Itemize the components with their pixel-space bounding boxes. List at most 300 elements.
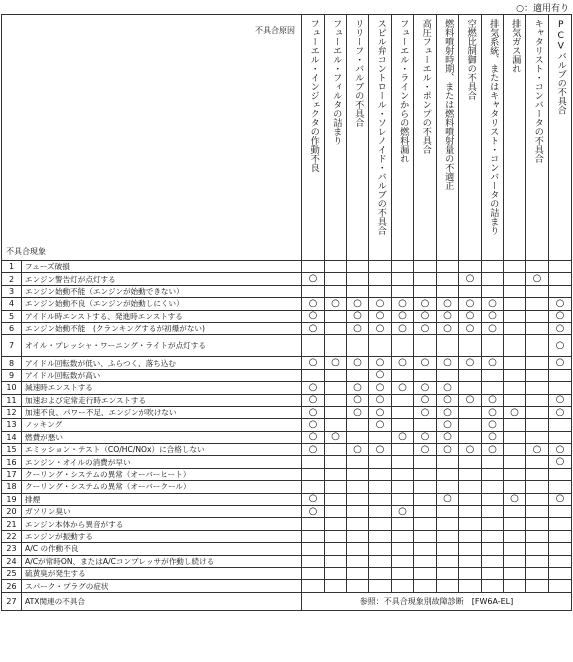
matrix-cell — [549, 530, 572, 542]
applicable-mark: ○ — [414, 310, 437, 322]
cause-label: 排気系統、またはキャタリスト・コンバータの詰まり — [487, 19, 499, 235]
row-number: 9 — [2, 369, 22, 381]
row-number: 26 — [2, 580, 22, 592]
matrix-cell — [392, 468, 414, 480]
matrix-cell — [459, 431, 482, 443]
matrix-cell — [347, 567, 369, 579]
matrix-cell — [549, 567, 572, 579]
matrix-cell — [302, 369, 325, 381]
matrix-cell — [504, 261, 526, 273]
matrix-cell — [392, 261, 414, 273]
table-row — [2, 567, 572, 579]
cause-label: 空燃比制御の不具合 — [465, 19, 477, 100]
cause-label: PCVバルブの不具合 — [555, 19, 567, 115]
matrix-cell — [526, 310, 549, 322]
matrix-cell — [347, 518, 369, 530]
matrix-cell — [482, 518, 504, 530]
applicable-mark: ○ — [347, 298, 369, 310]
matrix-cell — [414, 285, 437, 297]
applicable-mark: ○ — [549, 322, 572, 334]
matrix-cell — [414, 456, 437, 468]
matrix-cell — [414, 335, 437, 357]
table-row — [2, 335, 572, 357]
matrix-cell — [392, 406, 414, 418]
matrix-cell — [414, 369, 437, 381]
applicable-mark: ○ — [302, 506, 325, 518]
matrix-cell — [302, 285, 325, 297]
row-number: 15 — [2, 444, 22, 456]
matrix-cell — [549, 419, 572, 431]
cause-header-12 — [549, 15, 572, 261]
applicable-mark: ○ — [549, 357, 572, 369]
matrix-cell — [347, 555, 369, 567]
matrix-cell — [459, 261, 482, 273]
applicable-mark: ○ — [369, 310, 392, 322]
applicable-mark: ○ — [437, 357, 459, 369]
applicable-mark: ○ — [369, 369, 392, 381]
cause-header-10 — [504, 15, 526, 261]
applicable-mark: ○ — [504, 406, 526, 418]
table-row — [2, 456, 572, 468]
applicable-mark: ○ — [369, 357, 392, 369]
applicable-mark: ○ — [459, 357, 482, 369]
applicable-mark: ○ — [369, 322, 392, 334]
row-number: 2 — [2, 273, 22, 285]
matrix-cell — [437, 518, 459, 530]
applicable-mark: ○ — [437, 493, 459, 505]
row-number: 12 — [2, 406, 22, 418]
matrix-cell — [504, 273, 526, 285]
applicable-mark: ○ — [549, 298, 572, 310]
matrix-cell — [325, 518, 347, 530]
applicable-mark: ○ — [526, 444, 549, 456]
applicable-mark: ○ — [414, 298, 437, 310]
matrix-cell — [526, 322, 549, 334]
table-row — [2, 382, 572, 394]
cause-label: 燃料噴射時期、または燃料噴射量の不適正 — [442, 19, 454, 190]
matrix-cell — [526, 493, 549, 505]
symptom-cell: A/C の作動不良 — [22, 543, 302, 555]
cause-header-1 — [302, 15, 325, 261]
symptom-cell: エンジン始動不能 (クランキングするが初爆がない) — [22, 322, 302, 334]
applicable-mark: ○ — [437, 322, 459, 334]
matrix-cell — [414, 468, 437, 480]
table-row — [2, 506, 572, 518]
applicable-mark: ○ — [302, 298, 325, 310]
symptom-cell: アイドル時エンストする、発進時エンストする — [22, 310, 302, 322]
matrix-cell — [504, 567, 526, 579]
matrix-cell — [482, 382, 504, 394]
header-corner — [2, 15, 302, 261]
matrix-cell — [526, 335, 549, 357]
matrix-cell — [347, 580, 369, 592]
matrix-cell — [369, 261, 392, 273]
matrix-cell — [482, 481, 504, 493]
cause-header-6 — [414, 15, 437, 261]
table-row — [2, 394, 572, 406]
matrix-cell — [504, 580, 526, 592]
matrix-cell — [347, 506, 369, 518]
matrix-cell — [369, 431, 392, 443]
matrix-cell — [369, 493, 392, 505]
matrix-cell — [482, 580, 504, 592]
matrix-cell — [549, 273, 572, 285]
matrix-cell — [459, 580, 482, 592]
applicable-mark: ○ — [347, 310, 369, 322]
matrix-cell — [482, 567, 504, 579]
matrix-cell — [437, 261, 459, 273]
applicable-mark: ○ — [437, 419, 459, 431]
matrix-cell — [437, 468, 459, 480]
matrix-cell — [459, 419, 482, 431]
applicable-mark: ○ — [504, 493, 526, 505]
applicable-mark: ○ — [369, 298, 392, 310]
matrix-cell — [526, 456, 549, 468]
matrix-cell — [392, 481, 414, 493]
matrix-cell — [504, 310, 526, 322]
matrix-cell — [549, 382, 572, 394]
cause-label: 排気ガス漏れ — [509, 19, 521, 73]
matrix-cell — [526, 543, 549, 555]
matrix-cell — [392, 543, 414, 555]
matrix-cell — [414, 580, 437, 592]
applicable-mark: ○ — [369, 394, 392, 406]
applicable-mark: ○ — [302, 419, 325, 431]
table-row — [2, 592, 572, 610]
applicable-mark: ○ — [369, 444, 392, 456]
matrix-cell — [459, 285, 482, 297]
applicable-mark: ○ — [302, 382, 325, 394]
row-number: 13 — [2, 419, 22, 431]
applicable-mark: ○ — [347, 444, 369, 456]
matrix-cell — [437, 481, 459, 493]
matrix-cell — [437, 506, 459, 518]
symptom-cell: エンジン本体から異音がする — [22, 518, 302, 530]
matrix-cell — [549, 261, 572, 273]
matrix-cell — [414, 493, 437, 505]
applicable-mark: ○ — [325, 357, 347, 369]
matrix-cell — [504, 335, 526, 357]
row-number: 1 — [2, 261, 22, 273]
applicable-mark: ○ — [392, 310, 414, 322]
cause-label: キャタリスト・コンバータの不具合 — [532, 19, 544, 163]
matrix-cell — [325, 567, 347, 579]
matrix-cell — [392, 285, 414, 297]
matrix-cell — [482, 493, 504, 505]
table-row — [2, 468, 572, 480]
applicable-mark: ○ — [459, 273, 482, 285]
matrix-cell — [414, 273, 437, 285]
matrix-cell — [369, 518, 392, 530]
row-number: 17 — [2, 468, 22, 480]
applicable-mark: ○ — [437, 444, 459, 456]
table-row — [2, 555, 572, 567]
applicable-mark: ○ — [414, 406, 437, 418]
row-number: 8 — [2, 357, 22, 369]
cause-header-11 — [526, 15, 549, 261]
row-number: 5 — [2, 310, 22, 322]
symptom-cell: エンジン始動不良（エンジンが始動しにくい） — [22, 298, 302, 310]
matrix-cell — [459, 468, 482, 480]
matrix-cell — [504, 444, 526, 456]
applicable-mark: ○ — [437, 431, 459, 443]
matrix-cell — [325, 493, 347, 505]
applicable-mark: ○ — [302, 310, 325, 322]
matrix-cell — [392, 567, 414, 579]
matrix-cell — [526, 357, 549, 369]
matrix-cell — [302, 481, 325, 493]
matrix-cell — [549, 543, 572, 555]
matrix-cell — [482, 273, 504, 285]
applicable-mark: ○ — [392, 431, 414, 443]
matrix-cell — [504, 322, 526, 334]
applicable-mark: ○ — [392, 382, 414, 394]
matrix-cell — [526, 261, 549, 273]
matrix-cell — [325, 382, 347, 394]
matrix-cell — [482, 555, 504, 567]
matrix-cell — [325, 530, 347, 542]
matrix-cell — [459, 456, 482, 468]
applicable-mark: ○ — [482, 394, 504, 406]
cause-header-3 — [347, 15, 369, 261]
legend: ○：適用有り — [516, 4, 569, 14]
matrix-cell — [347, 468, 369, 480]
matrix-cell — [437, 369, 459, 381]
applicable-mark: ○ — [414, 394, 437, 406]
applicable-mark: ○ — [347, 406, 369, 418]
applicable-mark: ○ — [482, 431, 504, 443]
cause-header-2 — [325, 15, 347, 261]
symptom-cell: エンジンが振動する — [22, 530, 302, 542]
matrix-cell — [325, 406, 347, 418]
matrix-cell — [325, 419, 347, 431]
matrix-cell — [482, 456, 504, 468]
row-number: 16 — [2, 456, 22, 468]
cause-header-4 — [369, 15, 392, 261]
row-number: 7 — [2, 335, 22, 357]
table-row — [2, 431, 572, 443]
table-row — [2, 518, 572, 530]
matrix-cell — [526, 431, 549, 443]
matrix-cell — [347, 419, 369, 431]
applicable-mark: ○ — [437, 298, 459, 310]
matrix-cell — [392, 444, 414, 456]
symptom-cell: フューズ破損 — [22, 261, 302, 273]
symptom-cell: A/Cが常時ON、またはA/Cコンプレッサが作動し続ける — [22, 555, 302, 567]
matrix-cell — [526, 518, 549, 530]
matrix-cell — [392, 335, 414, 357]
cause-label: フューエル・インジェクタの作動不良 — [308, 19, 320, 172]
row-number: 10 — [2, 382, 22, 394]
applicable-mark: ○ — [482, 322, 504, 334]
matrix-cell — [549, 580, 572, 592]
matrix-cell — [392, 530, 414, 542]
matrix-cell — [459, 506, 482, 518]
applicable-mark: ○ — [414, 357, 437, 369]
matrix-cell — [302, 530, 325, 542]
matrix-cell — [392, 580, 414, 592]
matrix-cell — [526, 580, 549, 592]
symptom-cause-matrix — [1, 14, 572, 611]
matrix-cell — [437, 555, 459, 567]
matrix-cell — [392, 394, 414, 406]
table-row — [2, 493, 572, 505]
matrix-cell — [459, 406, 482, 418]
matrix-cell — [459, 567, 482, 579]
matrix-cell — [504, 555, 526, 567]
applicable-mark: ○ — [302, 322, 325, 334]
applicable-mark: ○ — [302, 394, 325, 406]
table-row — [2, 419, 572, 431]
applicable-mark: ○ — [369, 406, 392, 418]
matrix-cell — [347, 261, 369, 273]
matrix-cell — [482, 530, 504, 542]
row-number: 22 — [2, 530, 22, 542]
matrix-cell — [437, 530, 459, 542]
matrix-cell — [325, 444, 347, 456]
table-row — [2, 322, 572, 334]
applicable-mark: ○ — [549, 444, 572, 456]
applicable-mark: ○ — [414, 431, 437, 443]
matrix-cell — [302, 555, 325, 567]
matrix-cell — [437, 456, 459, 468]
applicable-mark: ○ — [392, 357, 414, 369]
cause-label: 高圧フューエル・ポンプの不具合 — [420, 19, 432, 154]
matrix-cell — [437, 567, 459, 579]
matrix-cell — [369, 285, 392, 297]
matrix-cell — [302, 335, 325, 357]
matrix-cell — [504, 543, 526, 555]
matrix-cell — [325, 335, 347, 357]
matrix-cell — [302, 567, 325, 579]
applicable-mark: ○ — [459, 298, 482, 310]
matrix-cell — [325, 273, 347, 285]
applicable-mark: ○ — [549, 335, 572, 357]
symptom-cell: エンジン警告灯が点灯する — [22, 273, 302, 285]
matrix-cell — [437, 543, 459, 555]
matrix-cell — [504, 506, 526, 518]
applicable-mark: ○ — [549, 493, 572, 505]
row-number: 21 — [2, 518, 22, 530]
symptom-cell: クーリング・システムの異常（オーバークール） — [22, 481, 302, 493]
cause-label: リリーフ・バルブの不具合 — [352, 19, 364, 127]
matrix-cell — [347, 369, 369, 381]
matrix-cell — [549, 518, 572, 530]
applicable-mark: ○ — [369, 419, 392, 431]
matrix-cell — [526, 506, 549, 518]
matrix-cell — [459, 335, 482, 357]
symptom-cell: エミッション・テスト（CO/HC/NOx）に合格しない — [22, 444, 302, 456]
symptom-cell: 加速および定常走行時エンストする — [22, 394, 302, 406]
row-number: 18 — [2, 481, 22, 493]
applicable-mark: ○ — [437, 310, 459, 322]
symptom-cell: クーリング・システムの異常（オーバーヒート） — [22, 468, 302, 480]
table-row — [2, 357, 572, 369]
cause-label: フューエル・フィルタの詰まり — [330, 19, 342, 145]
matrix-cell — [504, 468, 526, 480]
matrix-cell — [526, 382, 549, 394]
matrix-cell — [369, 567, 392, 579]
row-number: 6 — [2, 322, 22, 334]
matrix-cell — [549, 468, 572, 480]
matrix-cell — [369, 555, 392, 567]
applicable-mark: ○ — [437, 406, 459, 418]
matrix-cell — [325, 394, 347, 406]
matrix-cell — [482, 543, 504, 555]
matrix-cell — [414, 530, 437, 542]
cause-label: スピル弁コントロール・ソレノイド・バルブの不具合 — [375, 19, 387, 235]
matrix-cell — [549, 481, 572, 493]
matrix-cell — [504, 394, 526, 406]
applicable-mark: ○ — [549, 456, 572, 468]
matrix-cell — [504, 518, 526, 530]
matrix-cell — [504, 357, 526, 369]
applicable-mark: ○ — [325, 298, 347, 310]
matrix-cell — [347, 273, 369, 285]
matrix-cell — [482, 369, 504, 381]
applicable-mark: ○ — [526, 273, 549, 285]
applicable-mark: ○ — [347, 322, 369, 334]
matrix-cell — [459, 555, 482, 567]
matrix-cell — [369, 580, 392, 592]
matrix-cell — [504, 431, 526, 443]
matrix-cell — [526, 394, 549, 406]
matrix-cell — [414, 419, 437, 431]
matrix-cell — [414, 543, 437, 555]
table-row — [2, 580, 572, 592]
matrix-cell — [325, 310, 347, 322]
matrix-cell — [325, 543, 347, 555]
row-number: 23 — [2, 543, 22, 555]
applicable-mark: ○ — [482, 444, 504, 456]
table-row — [2, 444, 572, 456]
cause-header-9 — [482, 15, 504, 261]
matrix-cell — [347, 530, 369, 542]
table-row — [2, 406, 572, 418]
matrix-cell — [347, 456, 369, 468]
matrix-cell — [549, 369, 572, 381]
row-number: 24 — [2, 555, 22, 567]
row-number: 27 — [2, 592, 22, 610]
symptom-cell: エンジン始動不能（エンジンが始動できない） — [22, 285, 302, 297]
row-number: 4 — [2, 298, 22, 310]
applicable-mark: ○ — [482, 357, 504, 369]
row-number: 20 — [2, 506, 22, 518]
matrix-cell — [526, 567, 549, 579]
matrix-cell — [369, 530, 392, 542]
matrix-cell — [437, 580, 459, 592]
matrix-cell — [325, 481, 347, 493]
matrix-cell — [437, 273, 459, 285]
cause-axis-label: 不具合原因 — [255, 26, 295, 35]
matrix-cell — [414, 567, 437, 579]
header-row — [2, 15, 572, 261]
matrix-cell — [459, 543, 482, 555]
symptom-cell: アイドル回転数が高い — [22, 369, 302, 381]
matrix-cell — [526, 285, 549, 297]
matrix-cell — [526, 419, 549, 431]
table-row — [2, 543, 572, 555]
matrix-cell — [369, 481, 392, 493]
matrix-cell — [302, 543, 325, 555]
matrix-cell — [414, 261, 437, 273]
applicable-mark: ○ — [459, 394, 482, 406]
matrix-cell — [459, 481, 482, 493]
matrix-cell — [347, 543, 369, 555]
matrix-cell — [504, 481, 526, 493]
matrix-cell — [504, 530, 526, 542]
row-number: 25 — [2, 567, 22, 579]
